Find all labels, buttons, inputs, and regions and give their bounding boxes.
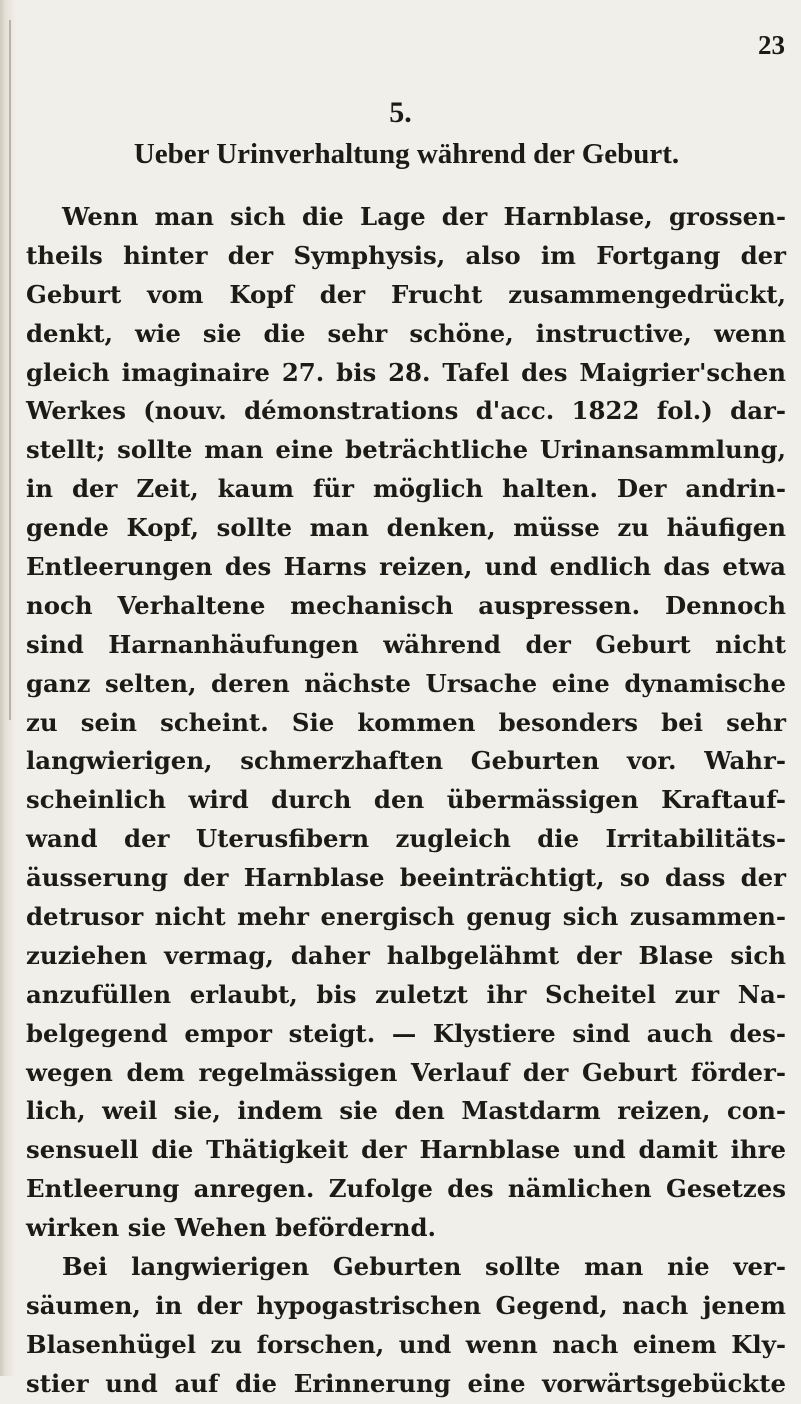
text-line: Entleerung anregen. Zufolge des nämlichen Gesetzes xyxy=(26,1174,786,1204)
text-line: ganz selten, deren nächste Ursache eine dynamische xyxy=(26,668,786,698)
text-line: Wenn man sich die Lage der Harnblase, grossen- xyxy=(62,202,786,231)
text-line: theils hinter der Symphysis, also im Fortgang der xyxy=(26,240,786,270)
text-line: Werkes (nouv. démonstrations d'acc. 1822 fol.) dar- xyxy=(26,396,786,426)
text-line: sensuell die Thätigkeit der Harnblase und damit ihre xyxy=(26,1135,786,1165)
text-line: Blasenhügel zu forschen, und wenn nach einem Kly- xyxy=(26,1329,786,1359)
page-gutter xyxy=(0,0,16,1376)
page-number: 23 xyxy=(758,30,785,60)
text-line: denkt, wie sie die sehr schöne, instructive, wenn xyxy=(26,318,786,348)
text-line: wegen dem regelmässigen Verlauf der Geburt förder- xyxy=(26,1057,786,1087)
text-line: lich, weil sie, indem sie den Mastdarm reizen, con- xyxy=(26,1096,786,1126)
text-line: stier und auf die Erinnerung eine vorwärtsgebückte xyxy=(26,1368,786,1398)
text-line: belgegend empor steigt. — Klystiere sind auch des- xyxy=(26,1018,786,1048)
text-line: wand der Uterusfibern zugleich die Irritabilitäts- xyxy=(26,824,786,854)
text-line: gleich imaginaire 27. bis 28. Tafel des Maigrier'schen xyxy=(26,357,786,387)
text-line: gende Kopf, sollte man denken, müsse zu häufigen xyxy=(26,513,786,543)
text-line: wirken sie Wehen befördernd. xyxy=(26,1213,437,1243)
text-line: in der Zeit, kaum für möglich halten. Der andrin- xyxy=(26,474,786,504)
text-line: Entleerungen des Harns reizen, und endlich das etwa xyxy=(26,552,786,582)
body-text xyxy=(26,198,786,1404)
text-line: Bei langwierigen Geburten sollte man nie ver- xyxy=(62,1252,786,1282)
text-line: noch Verhaltene mechanisch auspressen. Dennoch xyxy=(26,590,786,620)
text-line: scheinlich wird durch den übermässigen Kraftauf- xyxy=(26,785,786,815)
text-line: äusserung der Harnblase beeinträchtigt, so dass der xyxy=(26,863,786,893)
text-line: sind Harnanhäufungen während der Geburt nicht xyxy=(26,629,786,659)
text-line: zuziehen vermag, daher halbgelähmt der Blase sich xyxy=(26,940,786,970)
text-line: Geburt vom Kopf der Frucht zusammengedrückt, xyxy=(26,279,786,309)
section-heading: Ueber Urinverhaltung während der Geburt. xyxy=(133,138,680,170)
text-line: detrusor nicht mehr energisch genug sich zusammen- xyxy=(26,902,786,932)
text-line: säumen, in der hypogastrischen Gegend, nach jenem xyxy=(26,1290,786,1320)
text-line: anzufüllen erlaubt, bis zuletzt ihr Scheitel zur Na- xyxy=(26,979,786,1009)
text-line: langwierigen, schmerzhaften Geburten vor. Wahr- xyxy=(26,746,786,776)
text-line: stellt; sollte man eine beträchtliche Urinansammlung, xyxy=(26,435,786,465)
section-number: 5. xyxy=(389,96,412,129)
text-line: zu sein scheint. Sie kommen besonders bei sehr xyxy=(26,707,786,737)
